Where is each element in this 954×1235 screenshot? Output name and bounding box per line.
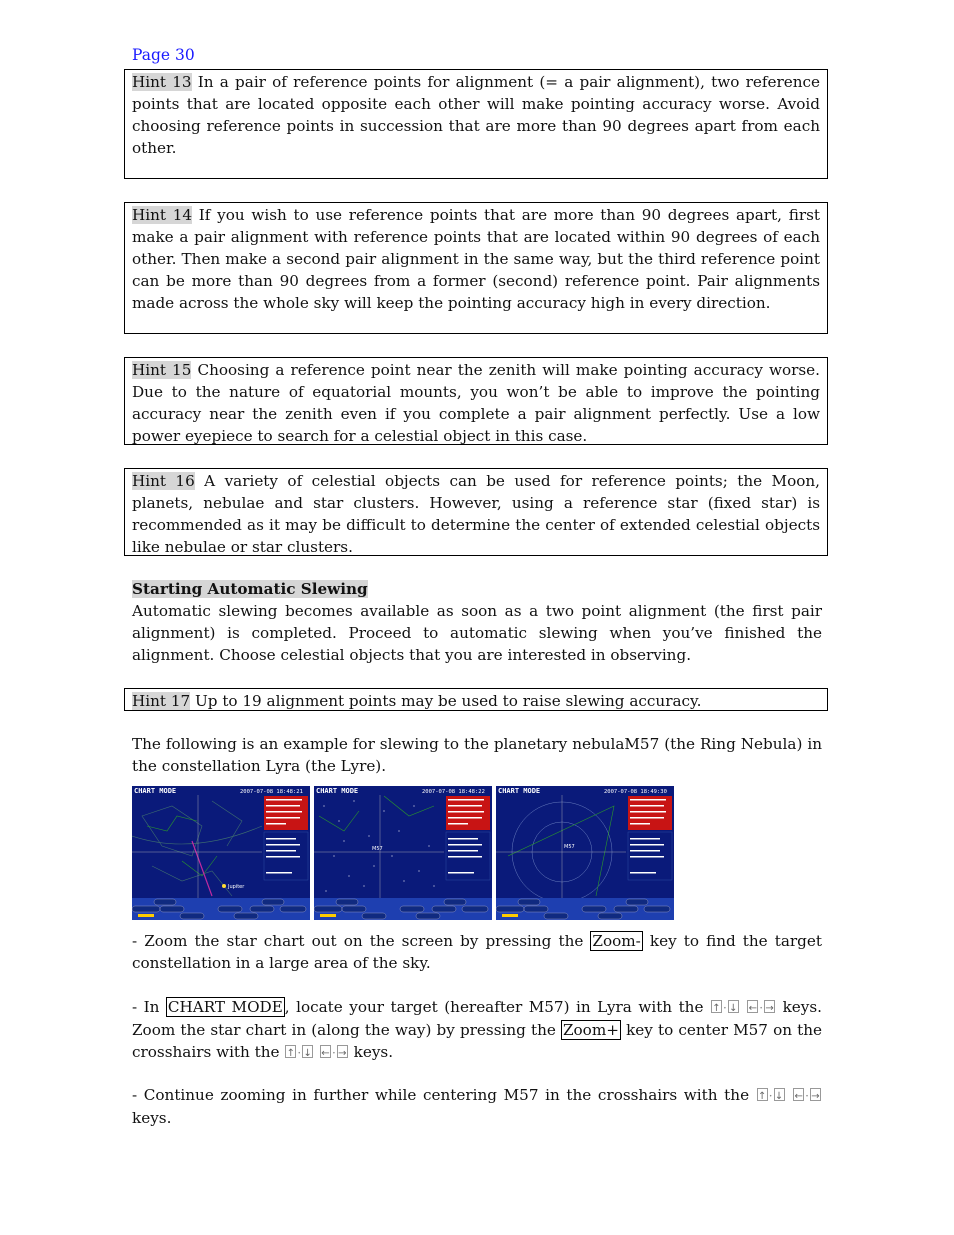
- page-number: Page 30: [132, 46, 195, 64]
- screen-time: 2007-07-08 18:49:30: [604, 789, 667, 795]
- step-text: , locate your target (hereafter M57) in Lyra with the: [284, 998, 710, 1016]
- screen-3: [496, 786, 674, 920]
- screen-time: 2007-07-08 18:48:21: [240, 789, 303, 795]
- screen-1: [132, 786, 310, 920]
- arrow-up-icon: [757, 1088, 768, 1101]
- screen-mode-label: CHART MODE: [498, 787, 541, 795]
- arrow-right-icon: [810, 1088, 821, 1101]
- step-text: key to find the target constellation in a large area of the sky.: [132, 932, 822, 972]
- arrow-left-icon: [320, 1045, 331, 1058]
- example-intro: The following is an example for slewing to the planetary nebulaM57 (the Ring Nebula) in the constellation Lyra (the Lyre).: [132, 735, 822, 775]
- hint-15-box: [124, 357, 828, 445]
- zoom-minus-key: Zoom-: [592, 932, 641, 950]
- step-continue-zoom: - Continue zooming in further while centering M57 in the crosshairs with the ↑·↓ ← ·→ keys.: [132, 1084, 822, 1129]
- step-text: - In: [132, 998, 166, 1016]
- hint-text: Choosing a reference point near the zenith will make pointing accuracy worse. Due to the nature of equatorial mounts, you won’t be able to improve the pointing accuracy near the zenith even if you complete a pair alignment perfectly. Use a low power eyepiece to search for a celestial object in this case.: [132, 361, 820, 445]
- zoom-plus-key: Zoom+: [562, 1021, 619, 1039]
- hint-text: A variety of celestial objects can be used for reference points; the Moon, planets, nebulae and star clusters. However, using a reference star (fixed star) is recommended as it may be difficult to determine the center of extended celestial objects like nebulae or star clusters.: [132, 472, 821, 556]
- screen-time: 2007-07-08 18:48:22: [422, 789, 485, 795]
- hint-17-box: [124, 688, 828, 711]
- hint-label: Hint 13: [132, 73, 192, 91]
- screen-object-label: M57: [372, 846, 383, 852]
- hint-label: Hint 17: [132, 692, 191, 710]
- hint-16-box: [124, 468, 828, 556]
- hint-text: Up to 19 alignment points may be used to raise slewing accuracy.: [190, 692, 702, 710]
- hint-14-box: [124, 202, 828, 334]
- screen-object-label: M57: [564, 844, 575, 850]
- screen-2: [314, 786, 492, 920]
- hint-label: Hint 14: [132, 206, 193, 224]
- screen-mode-label: CHART MODE: [316, 787, 359, 795]
- arrow-right-icon: [764, 1000, 775, 1013]
- arrow-left-icon: [747, 1000, 758, 1013]
- hint-13-box: [124, 69, 828, 179]
- chart-mode-key: CHART MODE: [167, 998, 283, 1016]
- screen-object-label: Jupiter: [228, 884, 245, 890]
- arrow-up-icon: [285, 1045, 296, 1058]
- arrow-right-icon: [337, 1045, 348, 1058]
- step-locate-target: - In CHART MODE , locate your target (hereafter M57) in Lyra with the ↑·↓ ← ·→ keys. Zoom the star chart in (along the way) by pressing the Zoom+ key to center M57 on the crosshairs with the ↑·↓ ← ·→ keys.: [132, 996, 822, 1064]
- arrow-down-icon: [302, 1045, 313, 1058]
- step-zoom-out: [132, 930, 822, 974]
- hint-label: Hint 16: [132, 472, 195, 490]
- step-text: keys.: [132, 1109, 172, 1127]
- section-heading-line: [132, 578, 822, 600]
- screenshot-strip: [132, 786, 672, 920]
- arrow-up-icon: [711, 1000, 722, 1013]
- hint-text: If you wish to use reference points that are more than 90 degrees apart, first make a pair alignment with reference points that are located within 90 degrees of each other. Then make a second pair alignment in the same way, but the third reference point can be more than 90 degrees from a former (second) reference point. Pair alignments made across the whole sky will keep the pointing accuracy high in every direction.: [132, 206, 821, 312]
- section-body: Automatic slewing becomes available as soon as a two point alignment (the first pair alignment) is completed. Proceed to automatic slewing when you’ve finished the alignment. Choose celestial objects that you are interested in observing.: [132, 602, 822, 664]
- arrow-down-icon: [774, 1088, 785, 1101]
- hint-label: Hint 15: [132, 361, 192, 379]
- section-heading: Starting Automatic Slewing: [132, 580, 368, 598]
- hint-text: In a pair of reference points for alignment (= a pair alignment), two reference points that are located opposite each other will make pointing accuracy worse. Avoid choosing reference points in succession that are more than 90 degrees apart from each other.: [132, 73, 821, 157]
- screen-mode-label: CHART MODE: [134, 787, 177, 795]
- step-text: keys. Zoom the star chart in (along the way) by pressing the: [132, 998, 822, 1039]
- arrow-left-icon: [793, 1088, 804, 1101]
- step-text: - Zoom the star chart out on the screen by pressing the: [132, 932, 591, 950]
- step-text: key to center M57 on the crosshairs with the: [132, 1021, 822, 1061]
- arrow-down-icon: [728, 1000, 739, 1013]
- step-text: - Continue zooming in further while centering M57 in the crosshairs with the: [132, 1086, 756, 1104]
- step-text: keys.: [348, 1043, 394, 1061]
